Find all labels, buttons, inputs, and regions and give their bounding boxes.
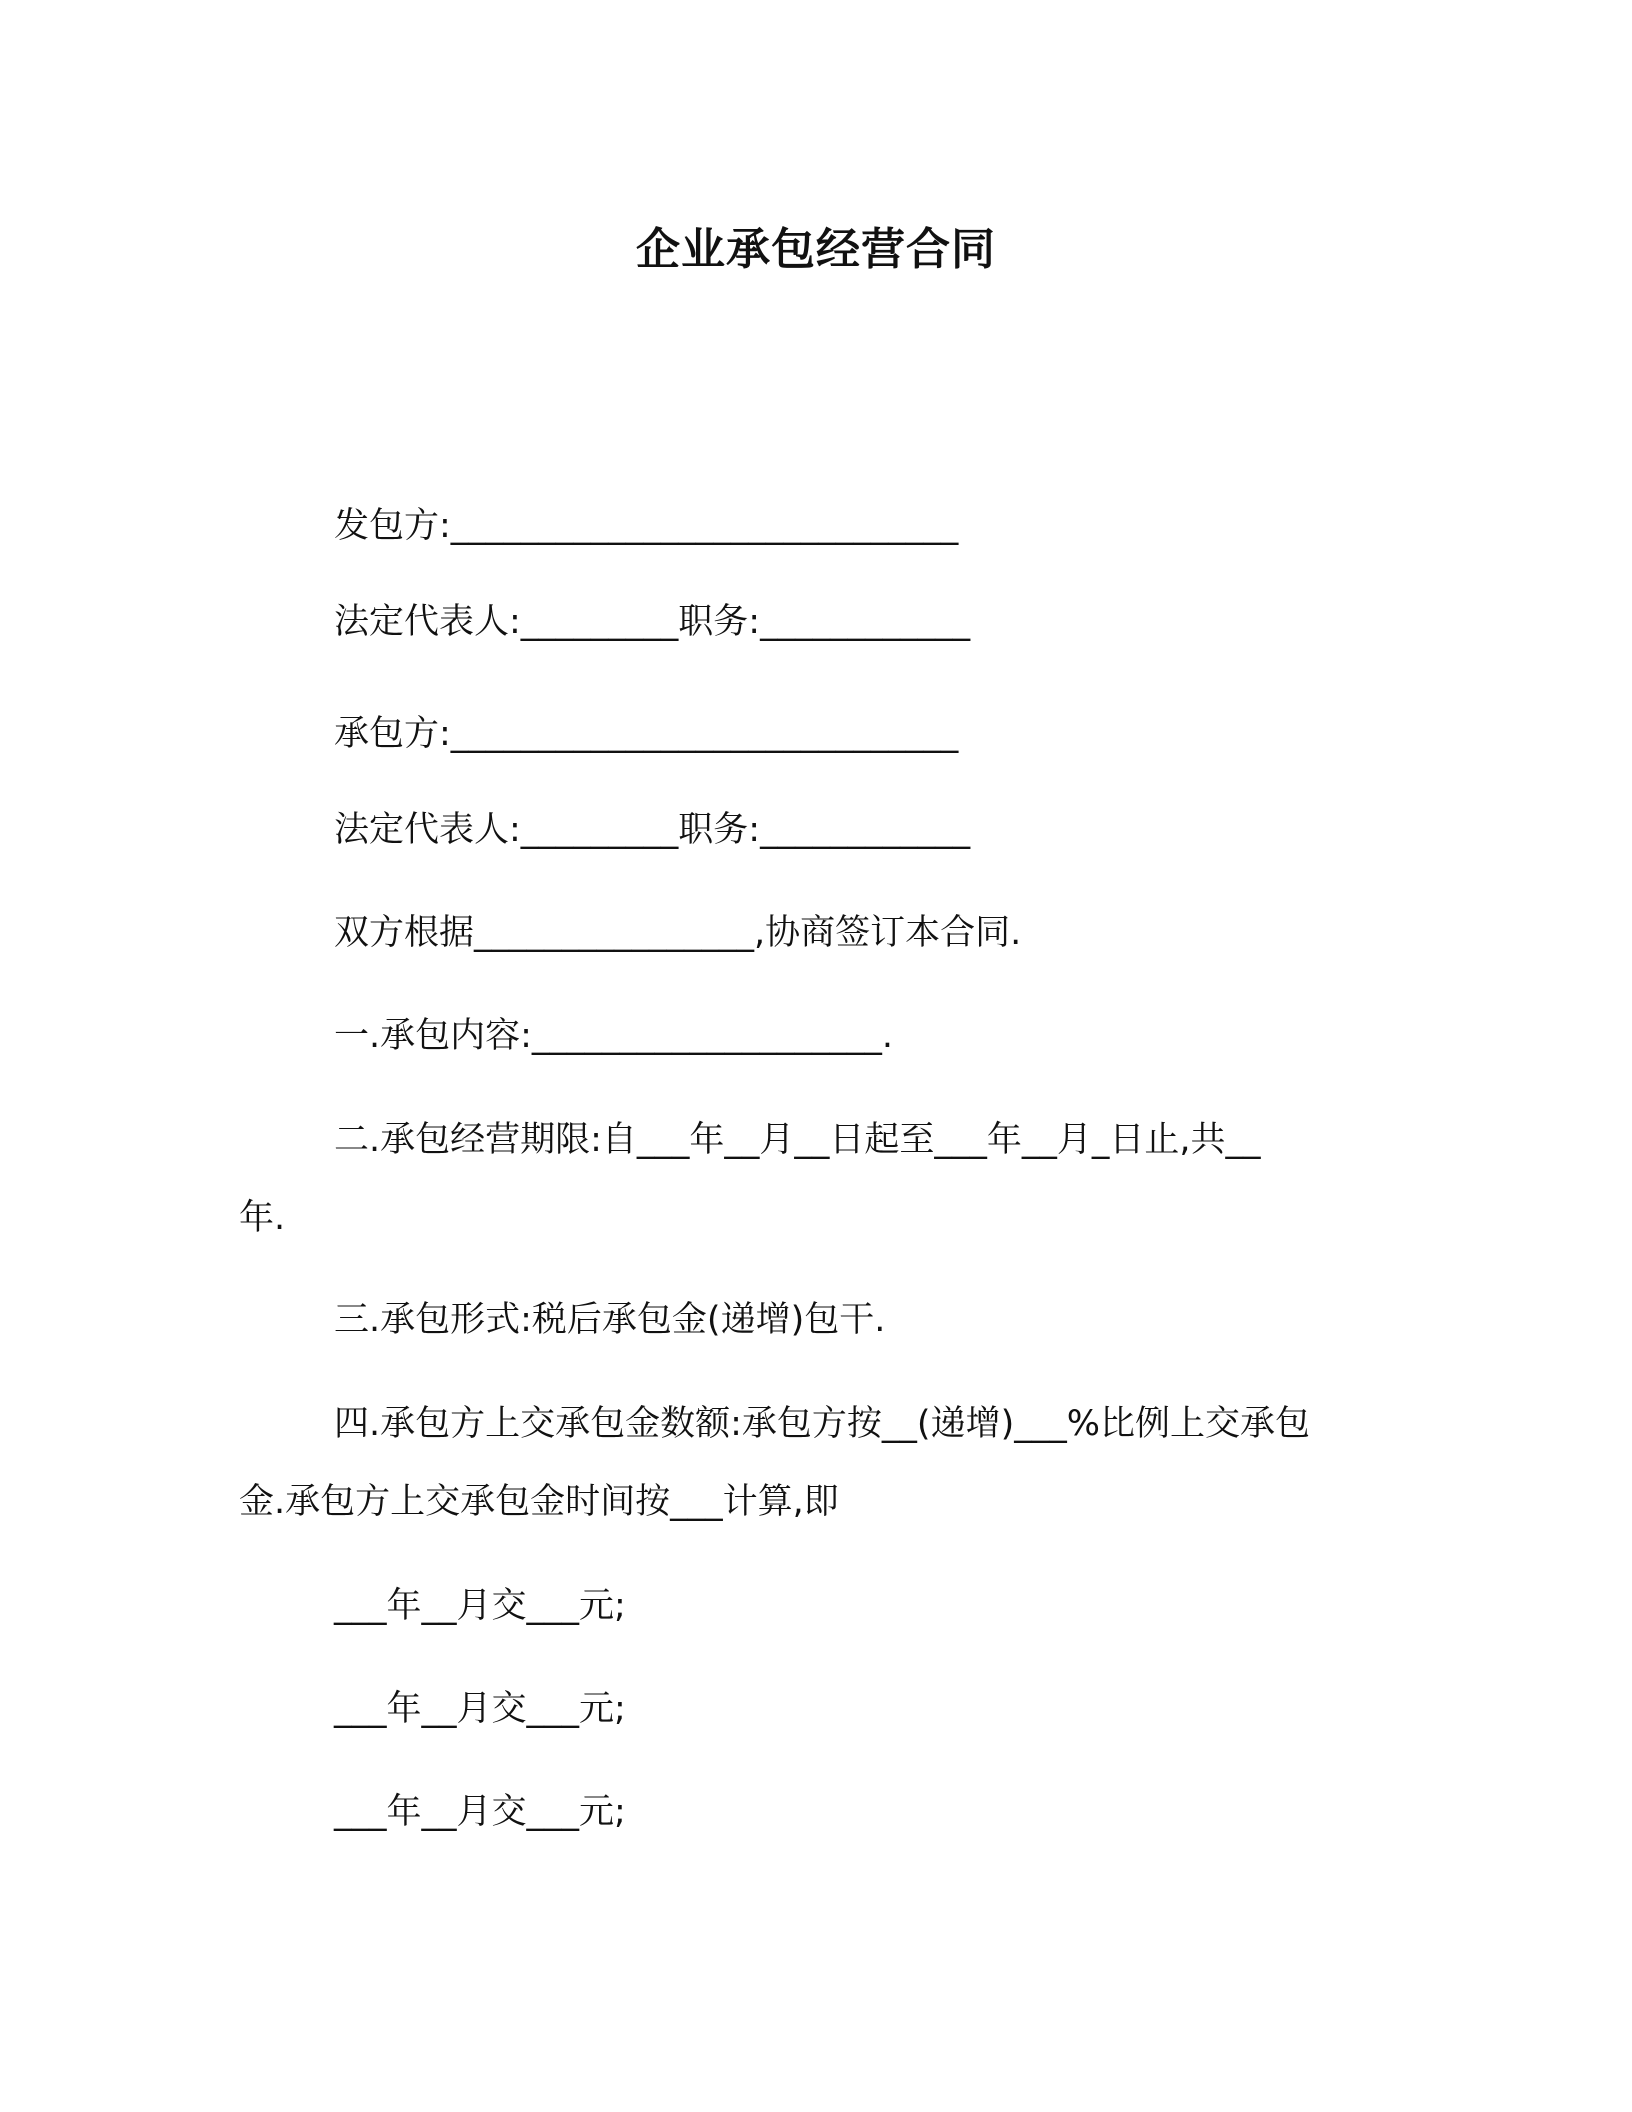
payment-row-3: ___年__月交___元; <box>334 1792 626 1832</box>
line-contractor-issuer: 发包方:_____________________________ <box>334 506 959 546</box>
clause-2-term: 二.承包经营期限:自___年__月__日起至___年__月_日止,共__ <box>334 1120 1261 1160</box>
line-issuer-representative: 法定代表人:_________职务:____________ <box>334 602 971 642</box>
document-title: 企业承包经营合同 <box>636 224 996 275</box>
line-contractor: 承包方:_____________________________ <box>334 714 959 754</box>
clause-2-term-continued: 年. <box>239 1198 286 1238</box>
clause-3-form: 三.承包形式:税后承包金(递增)包干. <box>334 1300 886 1340</box>
payment-row-2: ___年__月交___元; <box>334 1689 626 1729</box>
clause-4-amount-continued: 金.承包方上交承包金时间按___计算,即 <box>239 1482 839 1522</box>
payment-row-1: ___年__月交___元; <box>334 1586 626 1626</box>
clause-4-amount: 四.承包方上交承包金数额:承包方按__(递增)___%比例上交承包 <box>334 1404 1310 1444</box>
line-basis: 双方根据________________,协商签订本合同. <box>334 913 1022 953</box>
line-contractor-representative: 法定代表人:_________职务:____________ <box>334 810 971 850</box>
clause-1-content: 一.承包内容:____________________. <box>334 1016 894 1056</box>
